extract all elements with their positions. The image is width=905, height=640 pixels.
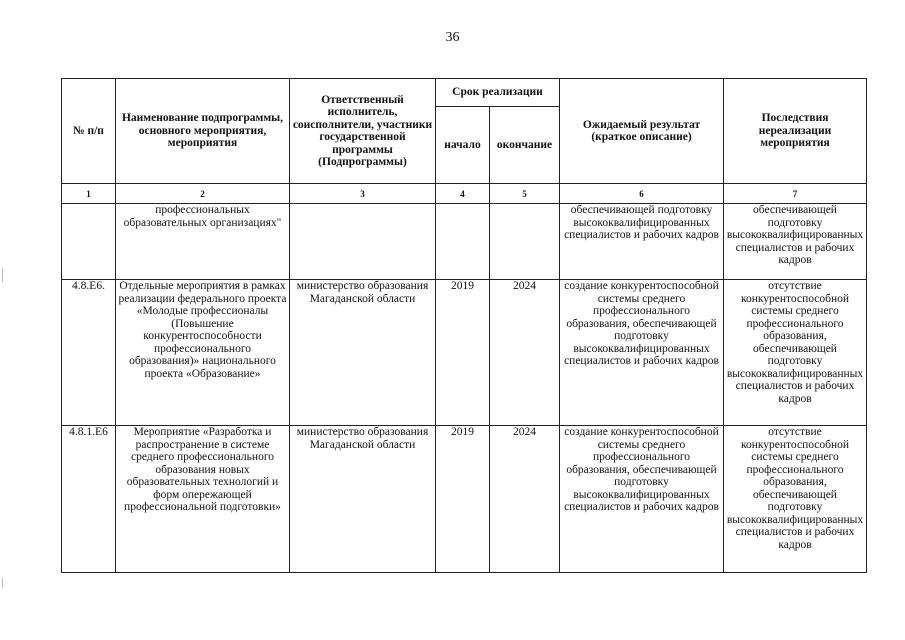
header-row — [62, 79, 867, 107]
row-responsible: министерство образования Магаданской области — [290, 426, 436, 573]
row-responsible — [290, 204, 436, 280]
row-consequence: обеспечивающей подготовку высококвалифицированных специалистов и рабочих кадров — [724, 204, 867, 280]
index-row — [62, 184, 867, 204]
table-row — [62, 280, 867, 426]
header-start: начало — [436, 107, 490, 184]
header-consequence: Последствия нереализации мероприятия — [724, 79, 867, 184]
index-cell: 6 — [560, 184, 724, 204]
header-num: № п/п — [62, 79, 116, 184]
row-start — [436, 204, 490, 280]
header-end: окончание — [490, 107, 560, 184]
row-result: создание конкурентоспособной системы среднего профессионального образования, обеспечивающей подготовку высококвалифицированных специалистов и рабочих кадров — [560, 280, 724, 426]
table-row — [62, 204, 867, 280]
index-cell: 1 — [62, 184, 116, 204]
row-responsible: министерство образования Магаданской области — [290, 280, 436, 426]
row-result: создание конкурентоспособной системы среднего профессионального образования, обеспечивающей подготовку высококвалифицированных специалистов и рабочих кадров — [560, 426, 724, 573]
header-responsible: Ответственный исполнитель, соисполнители, участники государственной программы (Подпрограммы) — [290, 79, 436, 184]
header-period: Срок реализации — [436, 79, 560, 107]
row-name: Отдельные мероприятия в рамках реализации федерального проекта «Молодые профессионалы (Повышение конкурентоспособности профессионального образования)» национального проекта «Образование» — [116, 280, 290, 426]
header-result: Ожидаемый результат (краткое описание) — [560, 79, 724, 184]
row-start: 2019 — [436, 426, 490, 573]
row-result: обеспечивающей подготовку высококвалифицированных специалистов и рабочих кадров — [560, 204, 724, 280]
row-end: 2024 — [490, 426, 560, 573]
table-row — [62, 426, 867, 573]
row-consequence: отсутствие конкурентоспособной системы среднего профессионального образования, обеспечивающей подготовку высококвалифицированных специалистов и рабочих кадров — [724, 280, 867, 426]
index-cell: 2 — [116, 184, 290, 204]
program-activities-table — [61, 78, 867, 573]
row-start: 2019 — [436, 280, 490, 426]
index-cell: 5 — [490, 184, 560, 204]
index-cell: 4 — [436, 184, 490, 204]
row-end: 2024 — [490, 280, 560, 426]
row-num — [62, 204, 116, 280]
page-number: 36 — [445, 30, 460, 45]
row-name: Мероприятие «Разработка и распространение в системе среднего профессионального образования новых образовательных технологий и форм опережающей профессиональной подготовки» — [116, 426, 290, 573]
row-end — [490, 204, 560, 280]
row-num: 4.8.1.Е6 — [62, 426, 116, 573]
header-name: Наименование подпрограммы, основного мероприятия, мероприятия — [116, 79, 290, 184]
row-consequence: отсутствие конкурентоспособной системы среднего профессионального образования, обеспечивающей подготовку высококвалифицированных специалистов и рабочих кадров — [724, 426, 867, 573]
row-name: профессиональных образовательных организациях" — [116, 204, 290, 280]
row-num: 4.8.Е6. — [62, 280, 116, 426]
scan-artifact — [2, 578, 3, 588]
index-cell: 7 — [724, 184, 867, 204]
index-cell: 3 — [290, 184, 436, 204]
scan-artifact — [2, 268, 3, 282]
